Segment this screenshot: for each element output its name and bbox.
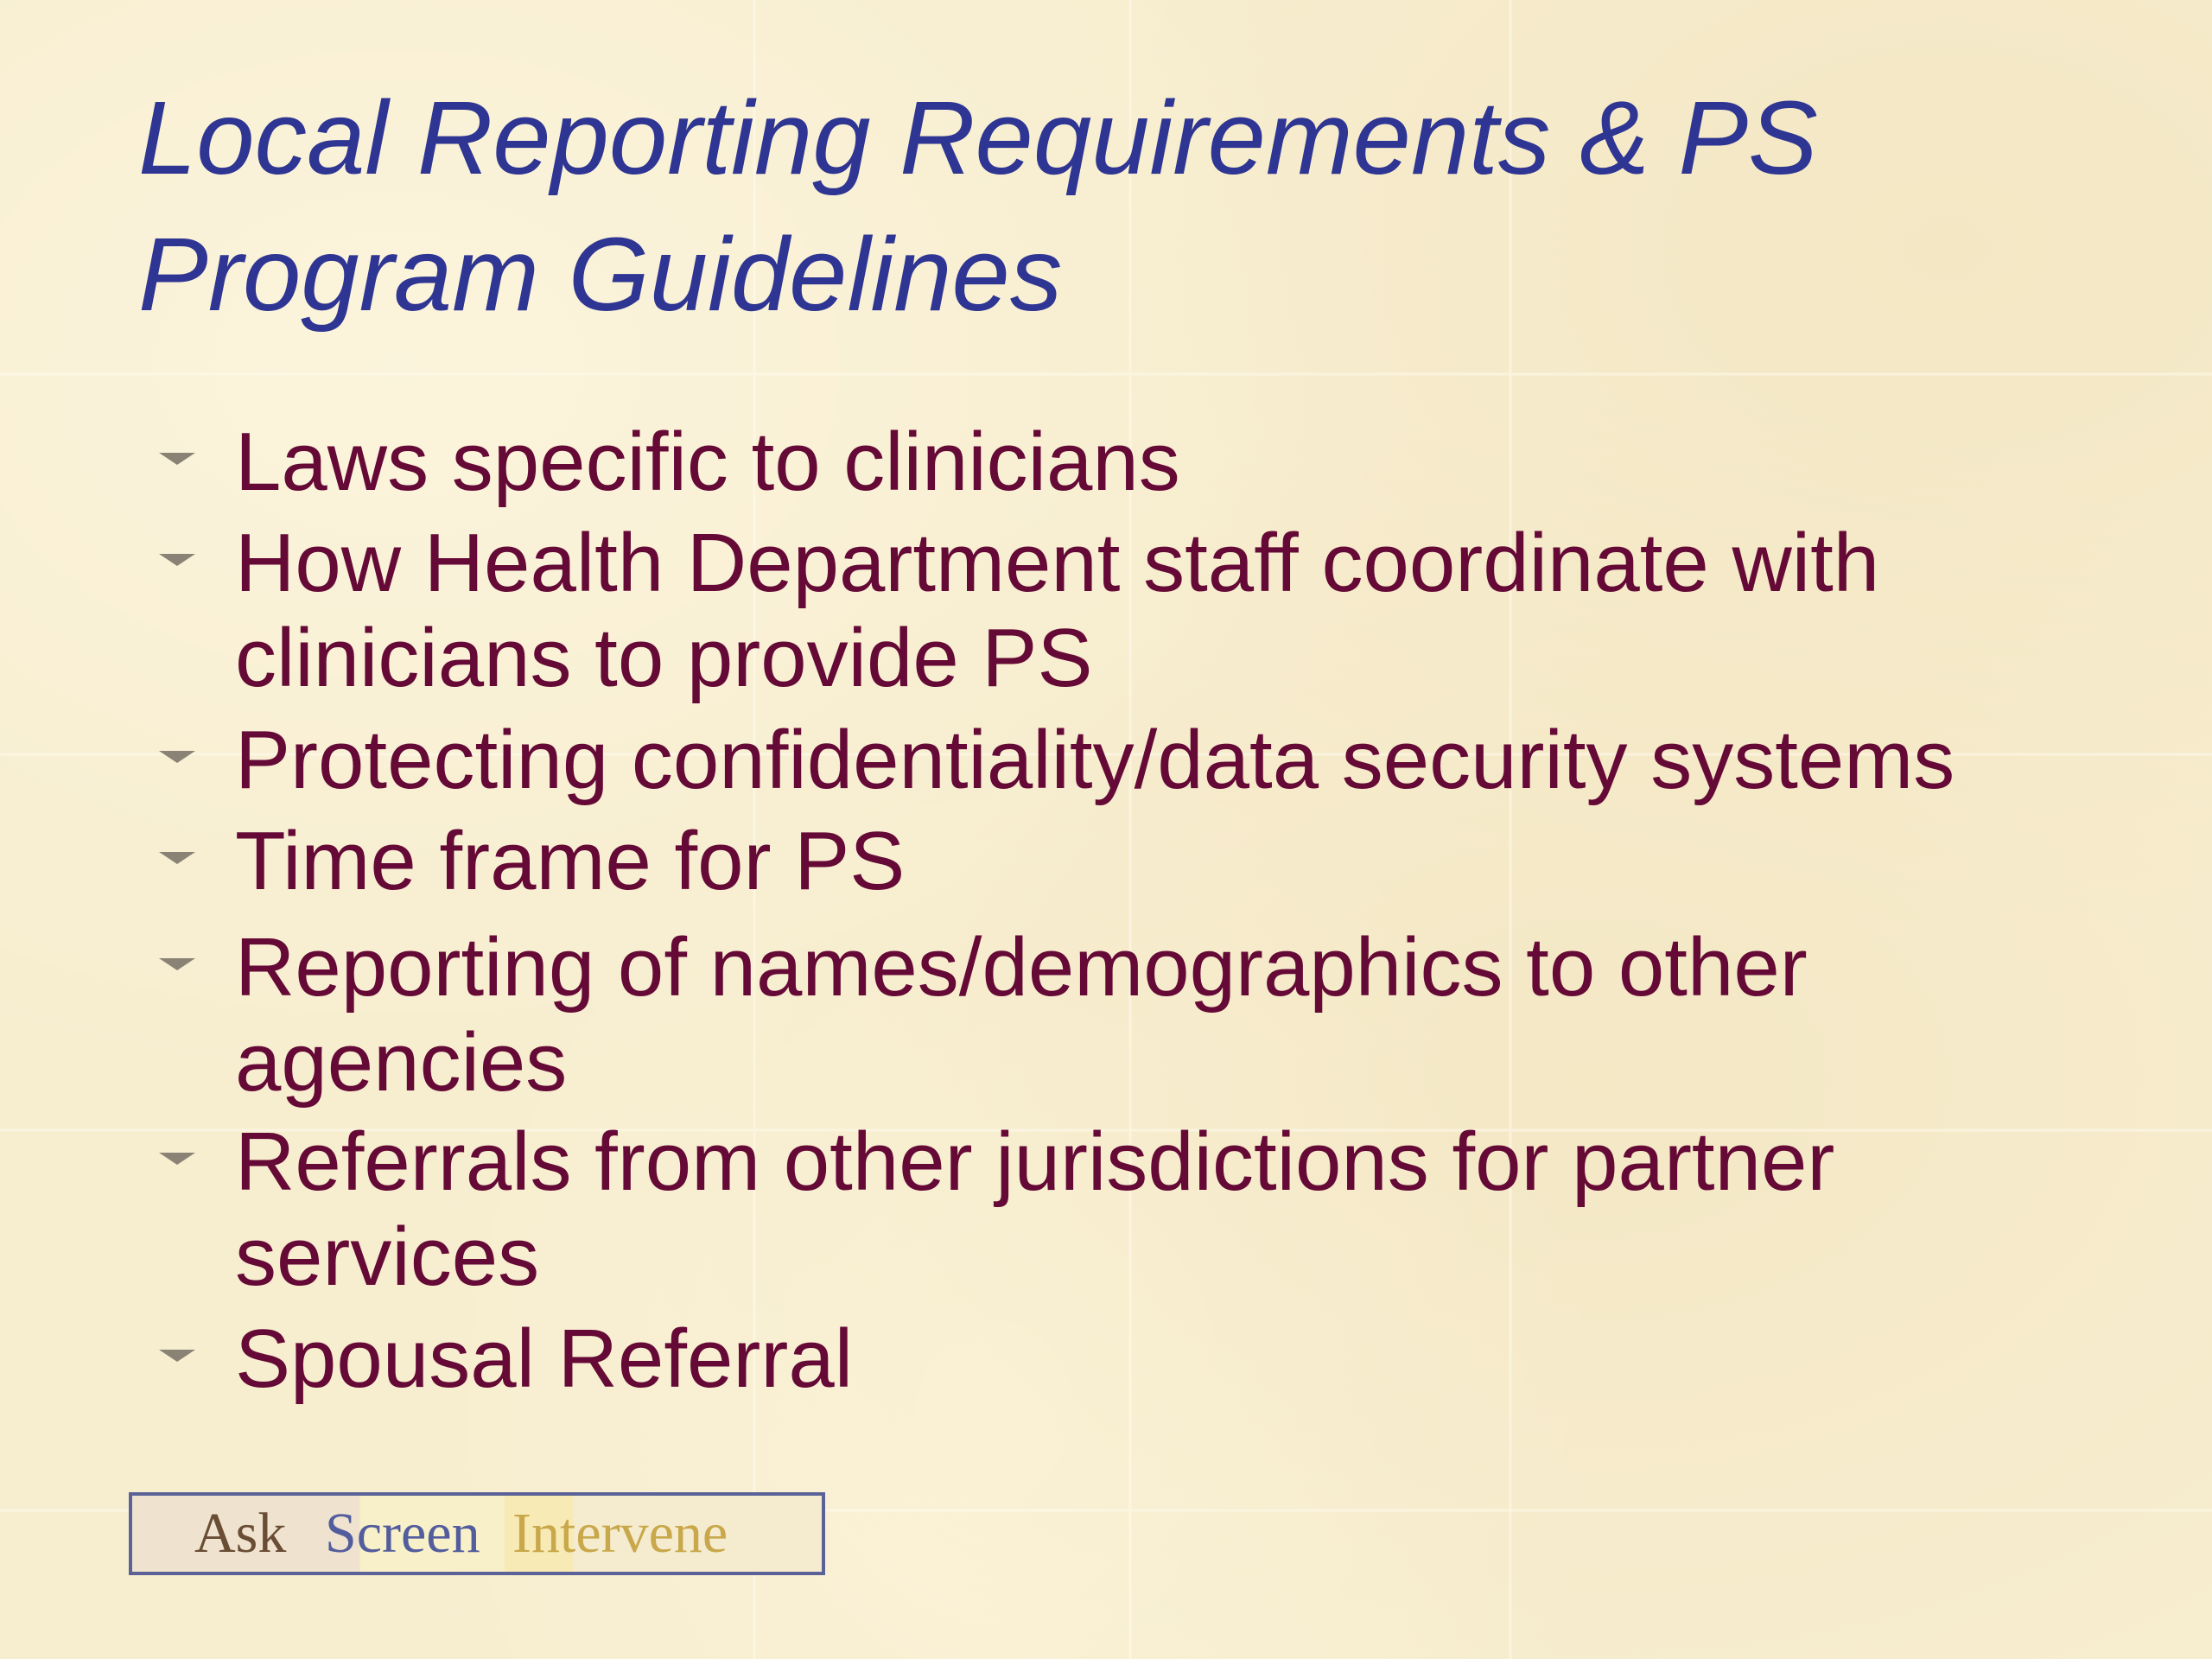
bullet-line: Spousal Referral <box>235 1313 854 1405</box>
bullet-text <box>235 920 2153 1110</box>
ask-screen-intervene-logo <box>129 1492 825 1575</box>
slide-title <box>138 69 2126 342</box>
bullet-line: Time frame for PS <box>235 815 906 907</box>
bullet-line: services <box>235 1211 540 1303</box>
bullet-text <box>235 713 2153 808</box>
logo-word-screen: Screen <box>325 1502 480 1565</box>
bullet-line: agencies <box>235 1016 568 1109</box>
bullet-text <box>235 516 2153 706</box>
bullet-text <box>235 814 2153 909</box>
bullet-line: Referrals from other jurisdictions for partner <box>235 1116 1835 1208</box>
triangle-down-icon <box>159 453 195 465</box>
bullet-text <box>235 1115 2153 1305</box>
bullet-line: Laws specific to clinicians <box>235 416 1180 508</box>
slide-title-line-1: Local Reporting Requirements & PS <box>138 79 1818 196</box>
logo-word-intervene: Intervene <box>512 1502 728 1565</box>
bullet-line: clinicians to provide PS <box>235 612 1093 704</box>
bullet-line: How Health Department staff coordinate with <box>235 517 1880 609</box>
bullet-text <box>235 415 2153 510</box>
logo-word-ask: Ask <box>194 1502 287 1565</box>
bullet-line: Reporting of names/demographics to other <box>235 921 1808 1014</box>
bullet-text <box>235 1312 2153 1407</box>
triangle-down-icon <box>159 958 195 970</box>
triangle-down-icon <box>159 554 195 566</box>
slide-title-line-2: Program Guidelines <box>138 215 1063 333</box>
triangle-down-icon <box>159 1153 195 1165</box>
triangle-down-icon <box>159 852 195 864</box>
triangle-down-icon <box>159 1350 195 1362</box>
bullet-line: Protecting confidentiality/data security systems <box>235 714 1955 806</box>
triangle-down-icon <box>159 751 195 763</box>
